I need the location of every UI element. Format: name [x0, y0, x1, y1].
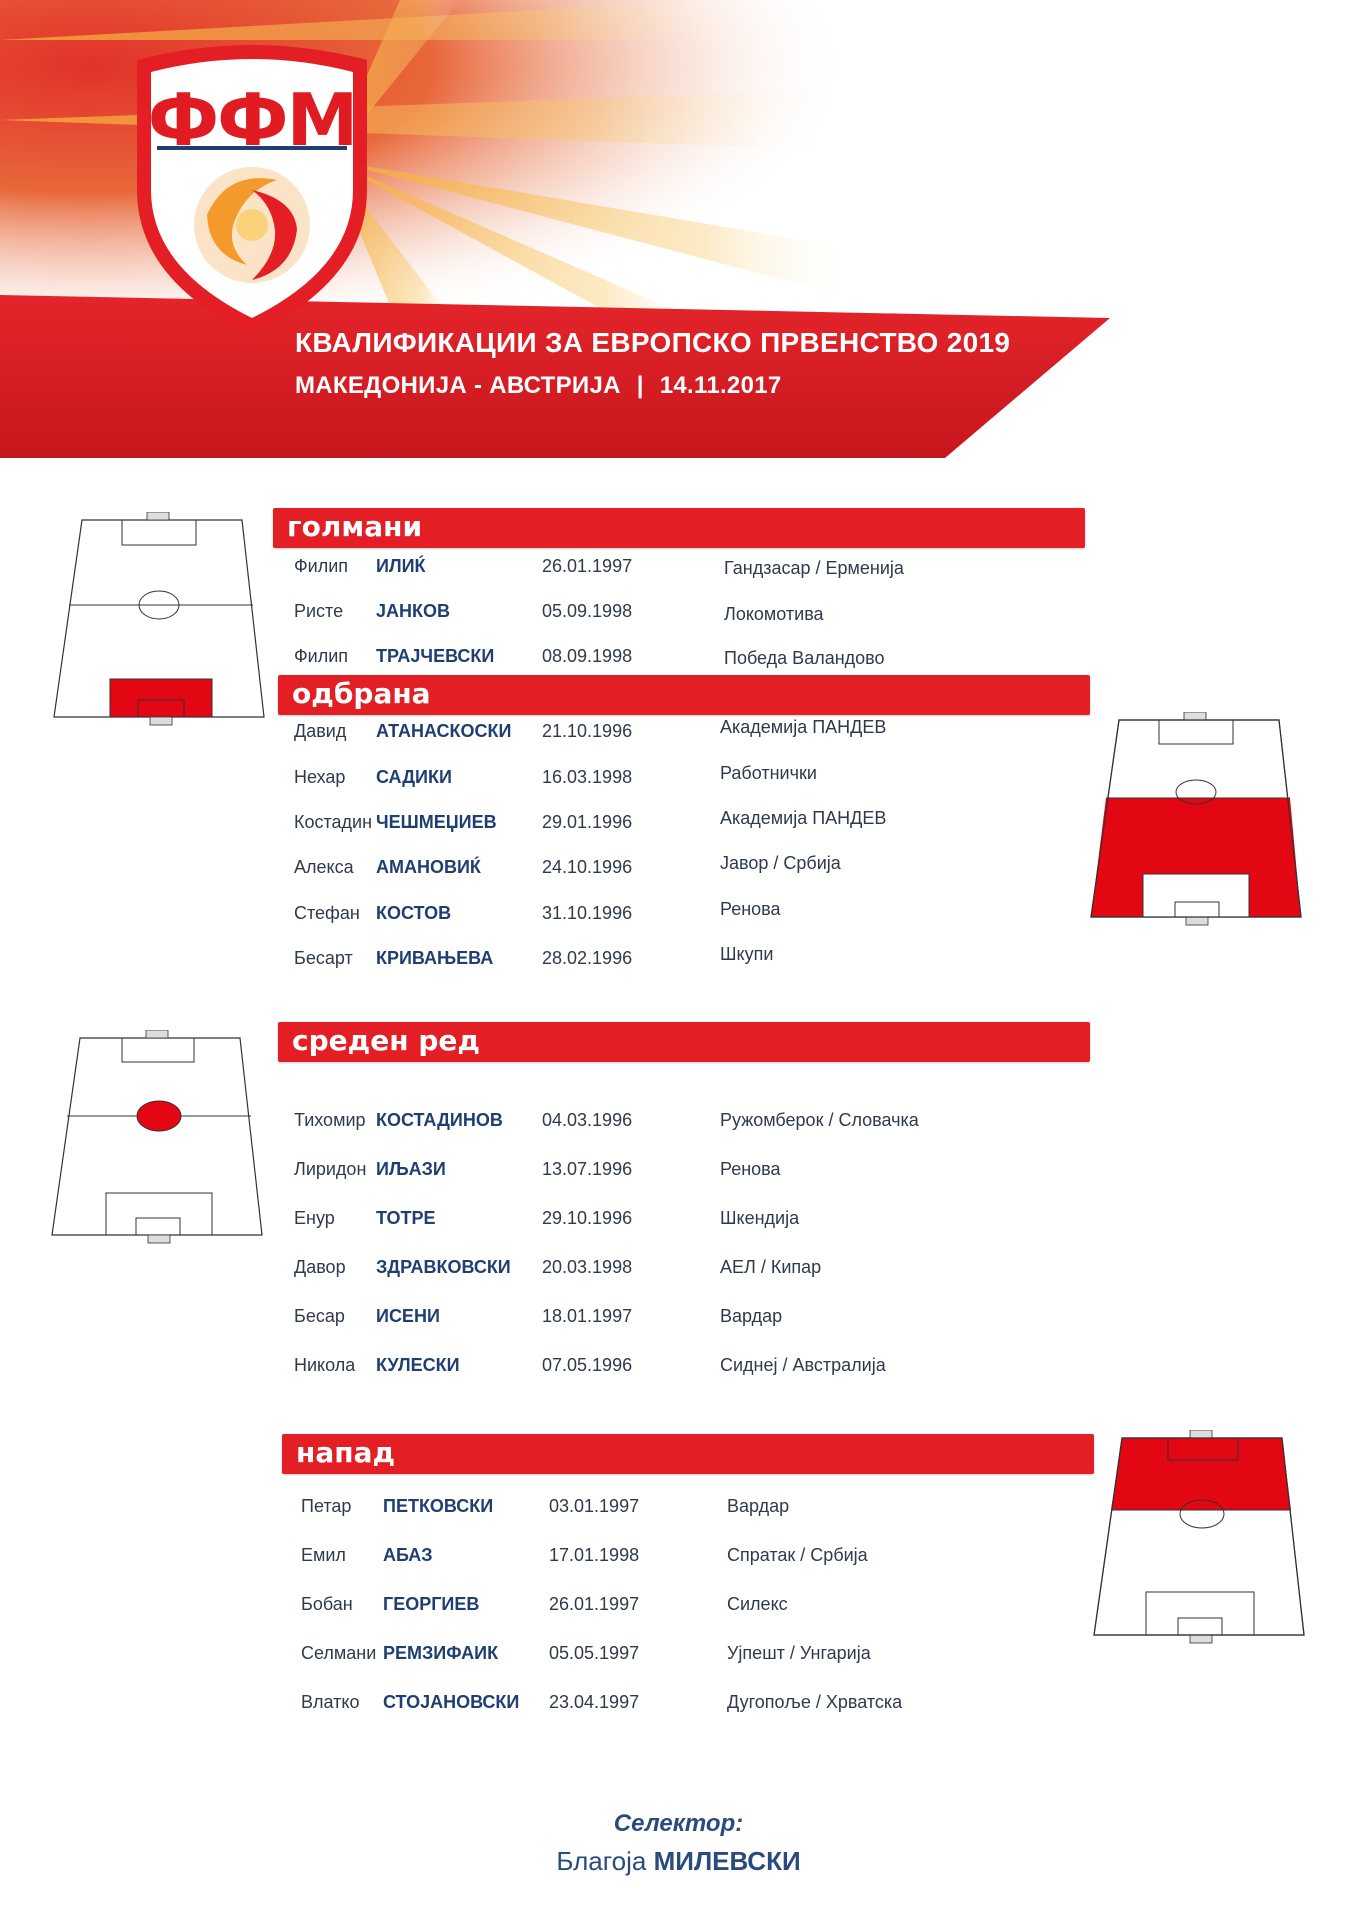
player-club: Спратак / Србија	[727, 1545, 868, 1565]
pitch-attack	[1092, 1430, 1312, 1645]
section-defense-bar	[278, 675, 1090, 715]
player-last-name: ТРАЈЧЕВСКИ	[376, 646, 495, 666]
player-birthdate: 29.10.1996	[542, 1208, 633, 1228]
player-birthdate: 31.10.1996	[542, 903, 633, 923]
pitch-defense	[1089, 712, 1309, 927]
player-birthdate: 04.03.1996	[542, 1110, 633, 1130]
player-club: Дугопоље / Хрватска	[727, 1692, 903, 1712]
match-date: 14.11.2017	[659, 372, 782, 399]
player-birthdate: 05.09.1998	[542, 601, 633, 621]
match-info	[295, 372, 782, 400]
player-birthdate: 26.01.1997	[549, 1594, 640, 1614]
player-last-name: АТАНАСКОСКИ	[376, 721, 512, 741]
section-defense-title: одбрана	[292, 677, 431, 710]
player-last-name: КОСТАДИНОВ	[376, 1110, 503, 1130]
player-last-name: ПЕТКОВСКИ	[383, 1496, 494, 1516]
player-birthdate: 20.03.1998	[542, 1257, 633, 1277]
player-first-name: Алекса	[294, 857, 354, 877]
player-first-name: Ристе	[294, 601, 344, 621]
logo-text: ФФМ	[147, 78, 357, 162]
player-last-name: ЧЕШМЕЏИЕВ	[376, 812, 497, 832]
player-club: Шкупи	[720, 944, 774, 964]
player-first-name: Никола	[294, 1355, 356, 1375]
player-first-name: Бесар	[294, 1306, 345, 1326]
player-first-name: Филип	[294, 556, 349, 576]
player-club: Сиднеј / Австралија	[720, 1355, 886, 1375]
player-last-name: СТОЈАНОВСКИ	[383, 1692, 520, 1712]
player-birthdate: 13.07.1996	[542, 1159, 633, 1179]
section-attack-title: напад	[296, 1436, 396, 1469]
player-birthdate: 23.04.1997	[549, 1692, 640, 1712]
player-last-name: ИСЕНИ	[376, 1306, 440, 1326]
player-club: Работнички	[720, 763, 817, 783]
player-birthdate: 29.01.1996	[542, 812, 633, 832]
player-birthdate: 17.01.1998	[549, 1545, 640, 1565]
section-midfield-bar	[278, 1022, 1090, 1062]
player-club: Јавор / Србија	[720, 853, 841, 873]
match-teams: МАКЕДОНИЈА - АВСТРИЈА	[295, 372, 621, 399]
section-midfield-title: среден ред	[292, 1024, 480, 1057]
player-club: Гандзасар / Ерменија	[724, 558, 904, 578]
player-birthdate: 03.01.1997	[549, 1496, 640, 1516]
section-goalkeepers-bar	[273, 508, 1085, 548]
player-first-name: Костадин	[294, 812, 373, 832]
player-last-name: КОСТОВ	[376, 903, 452, 923]
player-first-name: Бесарт	[294, 948, 353, 968]
player-last-name: РЕМЗИФАИК	[383, 1643, 499, 1663]
player-last-name: ЗДРАВКОВСКИ	[376, 1257, 511, 1277]
player-club: Победа Валандово	[724, 648, 885, 668]
player-first-name: Влатко	[301, 1692, 360, 1712]
player-last-name: КРИВАЊЕВА	[376, 948, 494, 968]
ffm-logo	[117, 40, 387, 340]
player-club: Ујпешт / Унгарија	[727, 1643, 871, 1663]
player-club: Шкендија	[720, 1208, 800, 1228]
player-birthdate: 07.05.1996	[542, 1355, 633, 1375]
player-birthdate: 28.02.1996	[542, 948, 633, 968]
player-last-name: ИЉАЗИ	[376, 1159, 446, 1179]
player-first-name: Филип	[294, 646, 349, 666]
pitch-midfield	[50, 1030, 270, 1245]
player-birthdate: 24.10.1996	[542, 857, 633, 877]
player-birthdate: 21.10.1996	[542, 721, 633, 741]
player-last-name: ИЛИЌ	[376, 556, 426, 576]
player-first-name: Емил	[301, 1545, 346, 1565]
player-club: Академија ПАНДЕВ	[720, 808, 887, 828]
separator: |	[636, 372, 644, 399]
pitch-goalkeepers	[52, 512, 272, 727]
player-club: Локомотива	[724, 604, 824, 624]
player-club: Академија ПАНДЕВ	[720, 717, 887, 737]
player-birthdate: 08.09.1998	[542, 646, 633, 666]
player-birthdate: 18.01.1997	[542, 1306, 633, 1326]
selector-title: Селектор:	[613, 1810, 744, 1837]
selector-last-name: МИЛЕВСКИ	[653, 1846, 801, 1876]
player-birthdate: 05.05.1997	[549, 1643, 640, 1663]
player-club: Ружомберок / Словачка	[720, 1110, 919, 1130]
competition-title: КВАЛИФИКАЦИИ ЗА ЕВРОПСКО ПРВЕНСТВО 2019	[295, 327, 1011, 358]
player-first-name: Бобан	[301, 1594, 353, 1614]
selector-name	[0, 1846, 1357, 1877]
player-first-name: Енур	[294, 1208, 335, 1228]
player-club: Силекс	[727, 1594, 788, 1614]
player-first-name: Стефан	[294, 903, 360, 923]
player-last-name: КУЛЕСКИ	[376, 1355, 460, 1375]
player-club: Вардар	[727, 1496, 790, 1516]
player-last-name: ЈАНКОВ	[376, 601, 450, 621]
player-first-name: Петар	[301, 1496, 352, 1516]
player-club: АЕЛ / Кипар	[720, 1257, 822, 1277]
player-last-name: ТОТРЕ	[376, 1208, 436, 1228]
selector-first-name: Благоја	[556, 1846, 647, 1876]
player-first-name: Лиридон	[294, 1159, 367, 1179]
player-first-name: Селмани	[301, 1643, 377, 1663]
player-last-name: ГЕОРГИЕВ	[383, 1594, 480, 1614]
player-first-name: Давид	[294, 721, 347, 741]
player-birthdate: 26.01.1997	[542, 556, 633, 576]
player-first-name: Давор	[294, 1257, 346, 1277]
player-club: Ренова	[720, 1159, 781, 1179]
player-first-name: Тихомир	[294, 1110, 366, 1130]
player-club: Вардар	[720, 1306, 783, 1326]
player-birthdate: 16.03.1998	[542, 767, 633, 787]
player-last-name: АБАЗ	[383, 1545, 433, 1565]
header-banner	[0, 0, 1357, 470]
player-club: Ренова	[720, 899, 781, 919]
player-last-name: САДИКИ	[376, 767, 452, 787]
section-goalkeepers-title: голмани	[287, 510, 423, 543]
player-first-name: Нехар	[294, 767, 346, 787]
section-attack-bar	[282, 1434, 1094, 1474]
player-last-name: АМАНОВИЌ	[376, 857, 481, 877]
